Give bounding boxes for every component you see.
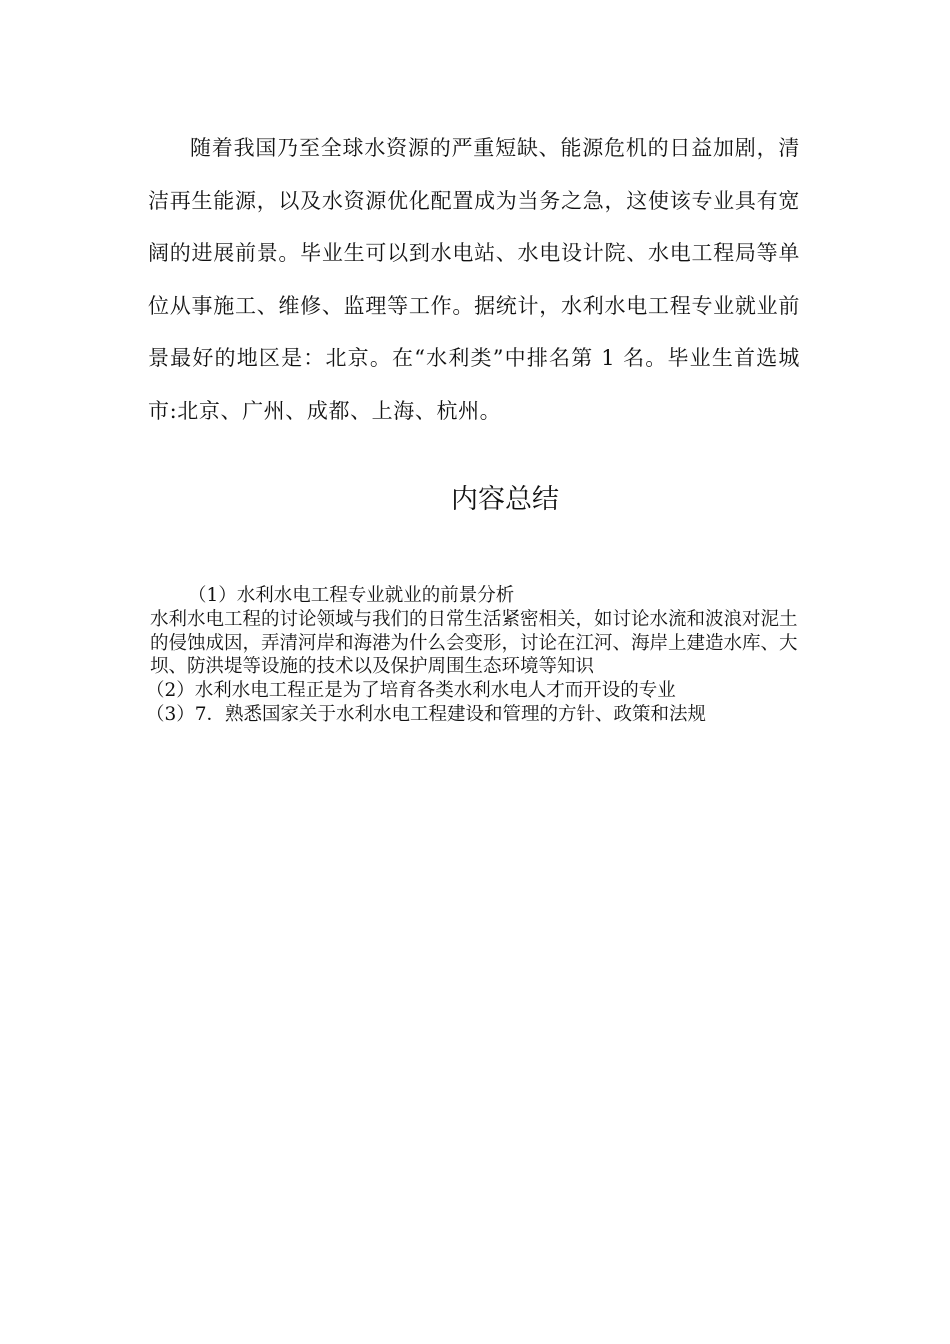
summary-section bbox=[146, 584, 800, 727]
summary-item-2: （2）水利水电工程正是为了培育各类水利水电人才而开设的专业 bbox=[146, 680, 676, 702]
summary-item-1-body: 水利水电工程的讨论领域与我们的日常生活紧密相关，如讨论水流和波浪对泥土的侵蚀成因，弄清河岸和海港为什么会变形，讨论在江河、海岸上建造水库、大坝、防洪堤等设施的技术以及保护周围生态环境等知识 bbox=[150, 608, 798, 678]
summary-item-1-heading: （1）水利水电工程专业就业的前景分析 bbox=[188, 585, 515, 606]
intro-paragraph: 随着我国乃至全球水资源的严重短缺、能源危机的日益加剧，清洁再生能源，以及水资源优化配置成为当务之急，这使该专业具有宽阔的进展前景。毕业生可以到水电站、水电设计院、水电工程局等单位从事施工、维修、监理等工作。据统计，水利水电工程专业就业前景最好的地区是：北京。在“水利类”中排名第 1 名。毕业生首选城市:北京、广州、成都、上海、杭州。 bbox=[148, 136, 800, 423]
summary-item-3: （3）7．熟悉国家关于水利水电工程建设和管理的方针、政策和法规 bbox=[146, 703, 707, 725]
section-title: 内容总结 bbox=[451, 484, 559, 515]
